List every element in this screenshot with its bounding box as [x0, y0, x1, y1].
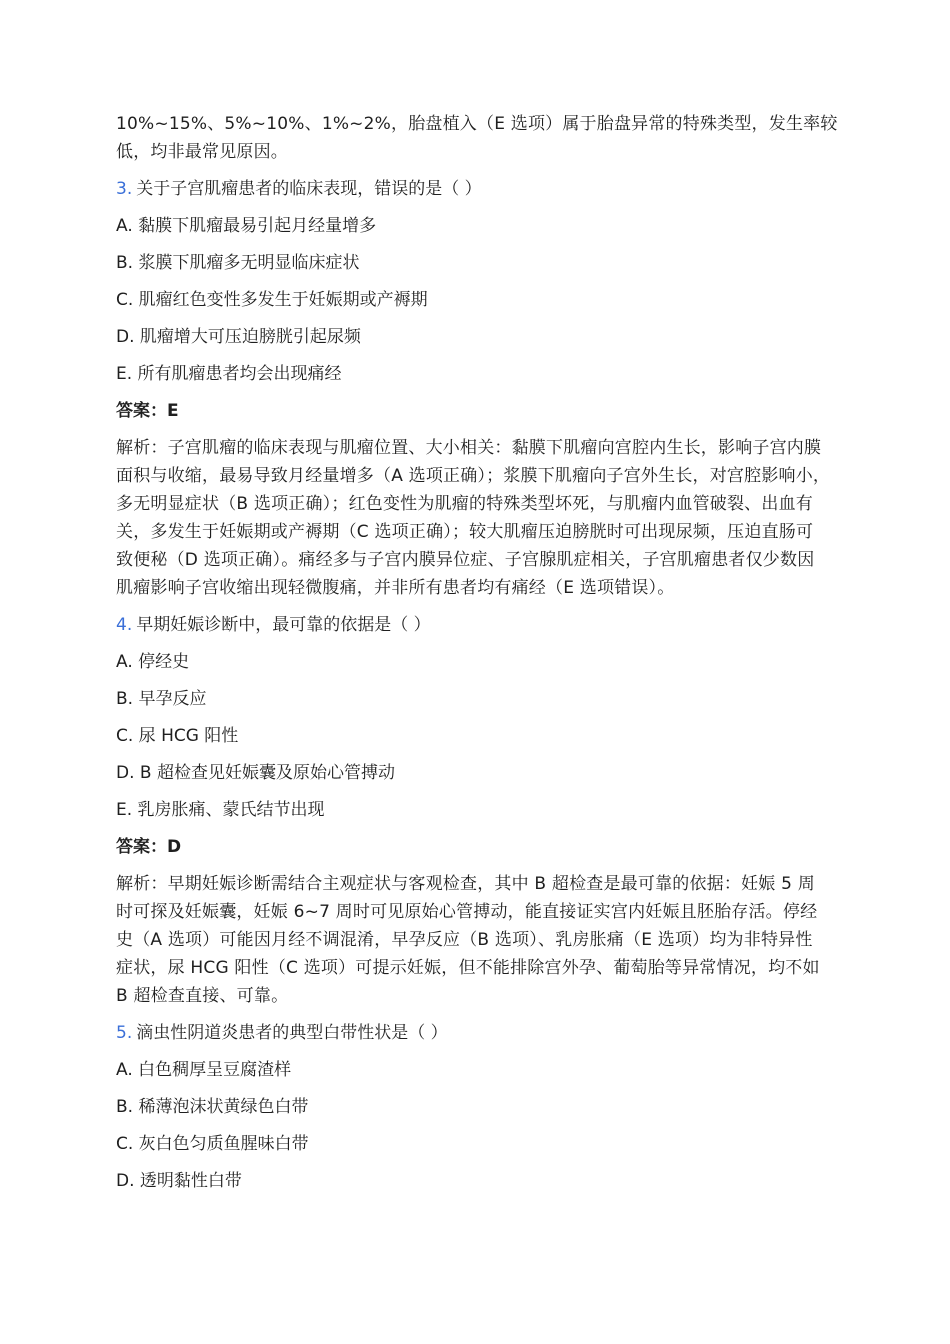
option-e: E. 乳房胀痛、蒙氏结节出现 — [116, 800, 325, 820]
option-a: A. 白色稠厚呈豆腐渣样 — [116, 1060, 292, 1080]
explanation-line: 解析：早期妊娠诊断需结合主观症状与客观检查，其中 B 超检查是最可靠的依据：妊娠 5 周 — [116, 874, 815, 894]
question-block-4 — [116, 611, 838, 1010]
explanation-line: 解析：子宫肌瘤的临床表现与肌瘤位置、大小相关：黏膜下肌瘤向宫腔内生长，影响子宫内膜 — [116, 438, 822, 458]
explanation-line: 面积与收缩，最易导致月经量增多（A 选项正确）；浆膜下肌瘤向子宫外生长，对宫腔影响小， — [116, 466, 831, 486]
answer-label: 答案：D — [116, 837, 182, 857]
answer-label: 答案：E — [116, 401, 179, 421]
question-number: 4. — [116, 615, 133, 635]
explanation-line: 关，多发生于妊娠期或产褥期（C 选项正确）；较大肌瘤压迫膀胱时可出现尿频，压迫直肠可 — [116, 522, 814, 542]
answer-explanation — [116, 870, 838, 1010]
explanation-line: 多无明显症状（B 选项正确）；红色变性为肌瘤的特殊类型坏死，与肌瘤内血管破裂、出血有 — [116, 494, 813, 514]
option-b: B. 稀薄泡沫状黄绿色白带 — [116, 1097, 309, 1117]
option-b: B. 浆膜下肌瘤多无明显临床症状 — [116, 253, 360, 273]
option-a: A. 停经史 — [116, 652, 190, 672]
option-e: E. 所有肌瘤患者均会出现痛经 — [116, 364, 342, 384]
question-block-3 — [116, 175, 838, 602]
question-stem — [116, 611, 838, 639]
intro-explanation — [116, 110, 838, 166]
question-text: 滴虫性阴道炎患者的典型白带性状是（ ） — [136, 1023, 448, 1043]
explanation-line: 时可探及妊娠囊，妊娠 6~7 周时可见原始心管搏动，能直接证实宫内妊娠且胚胎存活。停经 — [116, 902, 818, 922]
explanation-line: B 超检查直接、可靠。 — [116, 986, 289, 1006]
question-text: 关于子宫肌瘤患者的临床表现，错误的是（ ） — [136, 179, 482, 199]
explanation-line: 致便秘（D 选项正确）。痛经多与子宫内膜异位症、子宫腺肌症相关，子宫肌瘤患者仅少数因 — [116, 550, 815, 570]
question-number: 5. — [116, 1023, 133, 1043]
document-page — [116, 110, 838, 1204]
option-d: D. B 超检查见妊娠囊及原始心管搏动 — [116, 763, 395, 783]
option-a: A. 黏膜下肌瘤最易引起月经量增多 — [116, 216, 377, 236]
explanation-line: 症状，尿 HCG 阳性（C 选项）可提示妊娠，但不能排除宫外孕、葡萄胎等异常情况，均不如 — [116, 958, 820, 978]
question-stem — [116, 1019, 838, 1047]
option-c: C. 尿 HCG 阳性 — [116, 726, 239, 746]
option-c: C. 肌瘤红色变性多发生于妊娠期或产褥期 — [116, 290, 428, 310]
question-number: 3. — [116, 179, 133, 199]
option-d: D. 肌瘤增大可压迫膀胱引起尿频 — [116, 327, 361, 347]
explanation-line: 10%~15%、5%~10%、1%~2%，胎盘植入（E 选项）属于胎盘异常的特殊类型，发生率较 — [116, 114, 838, 134]
answer-explanation — [116, 434, 838, 602]
explanation-line: 肌瘤影响子宫收缩出现轻微腹痛，并非所有患者均有痛经（E 选项错误）。 — [116, 578, 675, 598]
explanation-line: 低，均非最常见原因。 — [116, 142, 288, 162]
option-c: C. 灰白色匀质鱼腥味白带 — [116, 1134, 309, 1154]
option-d: D. 透明黏性白带 — [116, 1171, 242, 1191]
question-stem — [116, 175, 838, 203]
question-text: 早期妊娠诊断中，最可靠的依据是（ ） — [136, 615, 431, 635]
explanation-line: 史（A 选项）可能因月经不调混淆，早孕反应（B 选项）、乳房胀痛（E 选项）均为非特异性 — [116, 930, 813, 950]
option-b: B. 早孕反应 — [116, 689, 207, 709]
question-block-5 — [116, 1019, 838, 1195]
